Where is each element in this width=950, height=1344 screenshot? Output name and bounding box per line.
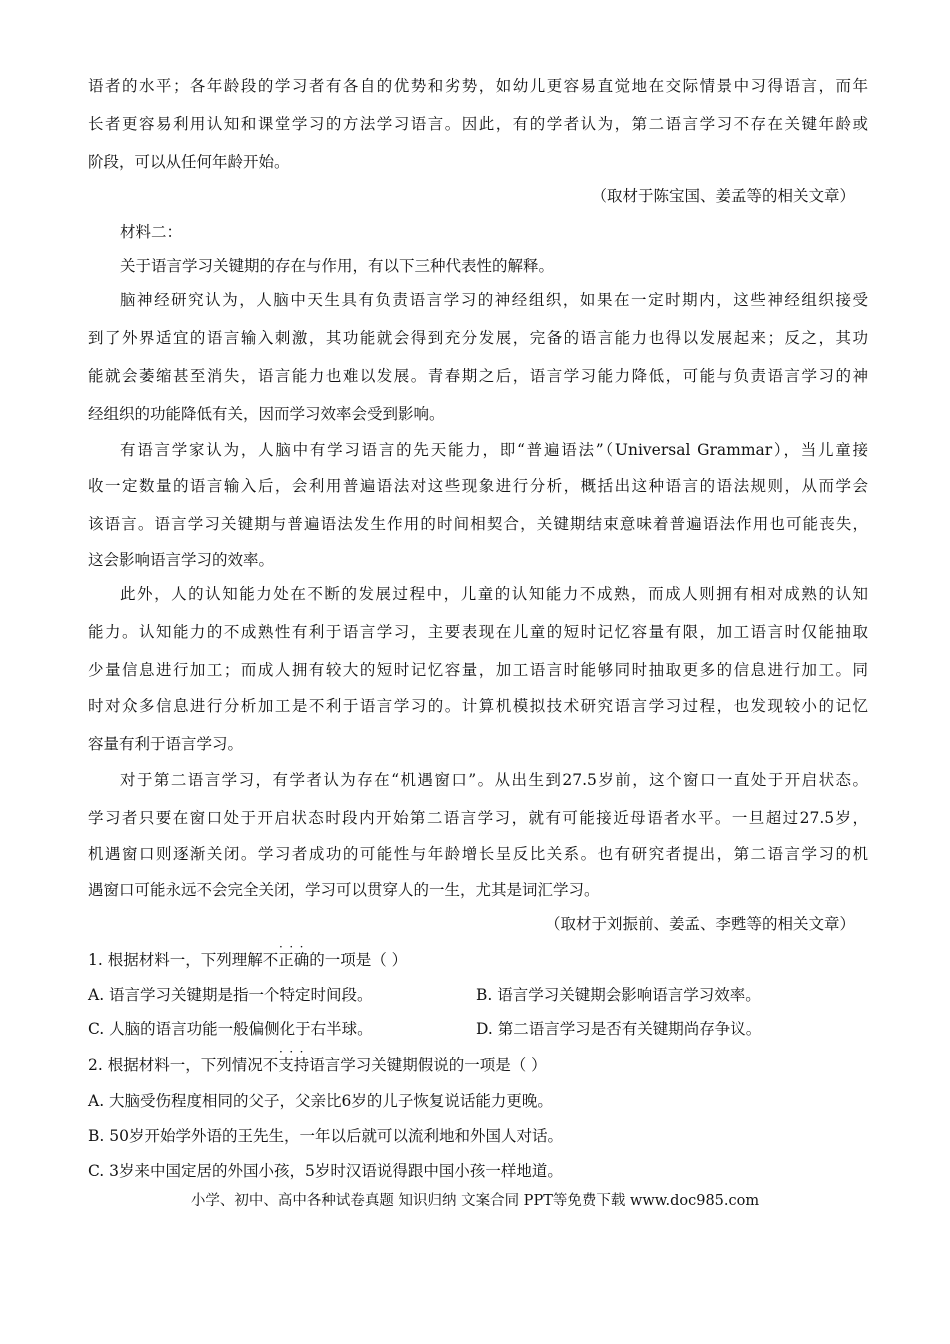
paragraph-line: 学习者只要在窗口处于开启状态时段内开始第二语言学习，就有可能接近母语者水平。一旦超过27.5岁， [88,809,868,827]
source-citation: （取材于陈宝国、姜孟等的相关文章） [591,187,855,205]
question-text: 1. 根据材料一，下列理解不正确的一项是（ ） [88,951,408,969]
paragraph-line: 有语言学家认为，人脑中有学习语言的先天能力，即“普遍语法”（Universal Grammar），当儿童接 [120,441,868,459]
paragraph-line: 长者更容易利用认知和课堂学习的方法学习语言。因此，有的学者认为，第二语言学习不存在关键年龄或 [88,115,868,133]
paragraph-line: 阶段，可以从任何年龄开始。 [88,153,290,171]
option-a: A. 大脑受伤程度相同的父子，父亲比6岁的儿子恢复说话能力更晚。 [88,1092,553,1110]
paragraph-line: 经组织的功能降低有关，因而学习效率会受到影响。 [88,405,445,423]
paragraph-line: 遇窗口可能永远不会完全关闭，学习可以贯穿人的一生，尤其是词汇学习。 [88,881,600,899]
paragraph-line: 这会影响语言学习的效率。 [88,551,275,569]
paragraph-line: 收一定数量的语言输入后，会利用普遍语法对这些现象进行分析，概括出这种语言的语法规则，从而学会 [88,477,868,495]
material-heading: 材料二： [120,223,183,241]
material-intro: 关于语言学习关键期的存在与作用，有以下三种代表性的解释。 [120,257,555,275]
question-text: 2. 根据材料一，下列情况不支持语言学习关键期假说的一项是（ ） [88,1056,547,1074]
source-citation: （取材于刘振前、姜孟、李甦等的相关文章） [544,915,855,933]
emphasis-dots: ··· [279,1045,310,1059]
paragraph-line: 少量信息进行加工；而成人拥有较大的短时记忆容量，加工语言时能够同时抽取更多的信息进行加工。同 [88,661,868,679]
question-stem [88,1045,868,1075]
paragraph-line: 能就会萎缩甚至消失，语言能力也难以发展。青春期之后，语言学习能力降低，可能与负责语言学习的神 [88,367,868,385]
option-d: D. 第二语言学习是否有关键期尚存争议。 [476,1020,762,1038]
paragraph-line: 脑神经研究认为，人脑中天生具有负责语言学习的神经组织，如果在一定时期内，这些神经组织接受 [120,291,868,309]
option-c: C. 人脑的语言功能一般偏侧化于右半球。 [88,1020,373,1038]
page-footer: 小学、初中、高中各种试卷真题 知识归纳 文案合同 PPT等免费下载 www.doc985.com [190,1193,760,1209]
option-a: A. 语言学习关键期是指一个特定时间段。 [88,986,373,1004]
option-b: B. 语言学习关键期会影响语言学习效率。 [476,986,761,1004]
paragraph-line: 对于第二语言学习，有学者认为存在“机遇窗口”。从出生到27.5岁前，这个窗口一直处于开启状态。 [120,771,868,789]
paragraph-line: 该语言。语言学习关键期与普遍语法发生作用的时间相契合，关键期结束意味着普遍语法作用也可能丧失， [88,515,868,533]
question-stem [88,940,868,970]
paragraph-line: 语者的水平；各年龄段的学习者有各自的优势和劣势，如幼儿更容易直觉地在交际情景中习得语言，而年 [88,77,868,95]
paragraph-line: 到了外界适宜的语言输入刺激，其功能就会得到充分发展，完备的语言能力也得以发展起来；反之，其功 [88,329,868,347]
paragraph-line: 机遇窗口则逐渐关闭。学习者成功的可能性与年龄增长呈反比关系。也有研究者提出，第二语言学习的机 [88,845,868,863]
paragraph-line: 能力。认知能力的不成熟性有利于语言学习，主要表现在儿童的短时记忆容量有限，加工语言时仅能抽取 [88,623,868,641]
option-b: B. 50岁开始学外语的王先生，一年以后就可以流利地和外国人对话。 [88,1127,563,1145]
paragraph-line: 容量有利于语言学习。 [88,735,244,753]
paragraph-line: 此外，人的认知能力处在不断的发展过程中，儿童的认知能力不成熟，而成人则拥有相对成熟的认知 [120,585,868,603]
emphasis-dots: ··· [279,940,310,954]
option-c: C. 3岁来中国定居的外国小孩，5岁时汉语说得跟中国小孩一样地道。 [88,1162,563,1180]
paragraph-line: 时对众多信息进行分析加工是不利于语言学习的。计算机模拟技术研究语言学习过程，也发现较小的记忆 [88,697,868,715]
